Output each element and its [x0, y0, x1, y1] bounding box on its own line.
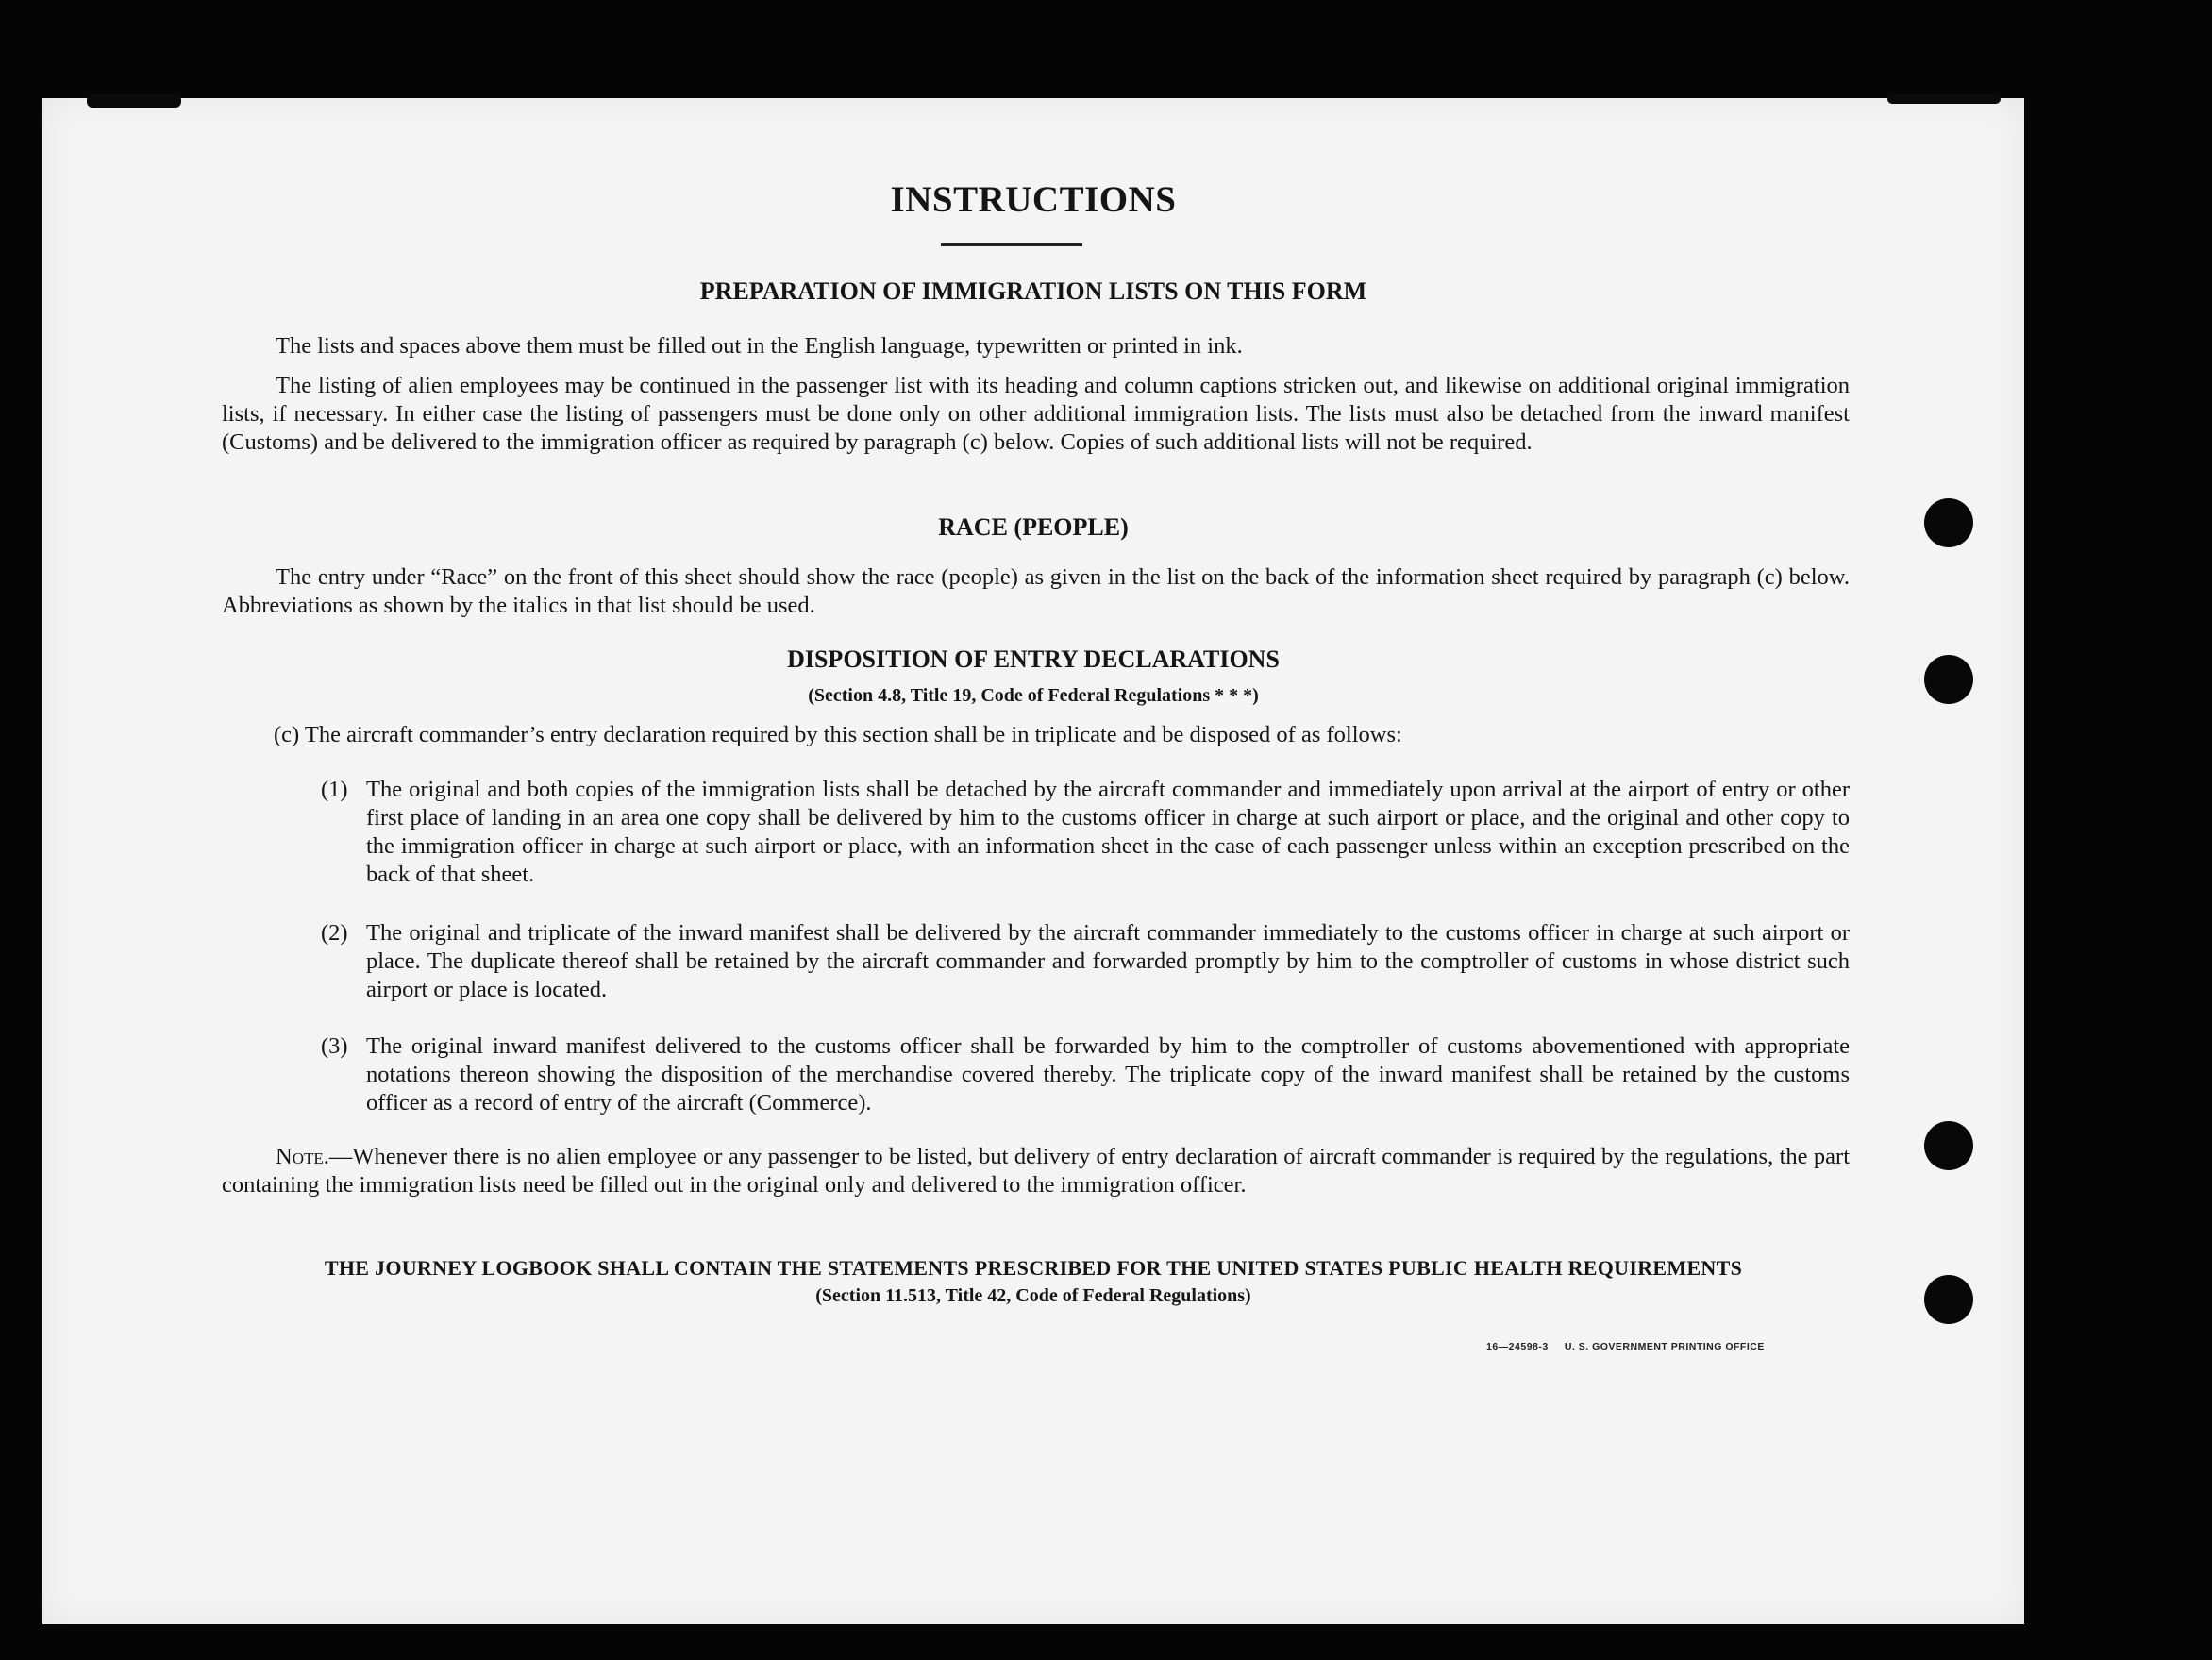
disposition-item: [321, 1032, 1850, 1117]
note-lead: Note.: [276, 1144, 329, 1169]
punch-hole: [1924, 655, 1973, 704]
item-text: The original and triplicate of the inward manifest shall be delivered by the aircraft commander immediately to the customs officer in charge at such airport or place. The duplicate thereof shall be retained by the aircraft commander and forwarded promptly by him to the comptroller of customs in whose district such airport or place is located.: [366, 920, 1850, 1002]
item-text: The original inward manifest delivered to the customs officer shall be forwarded by him to the comptroller of customs abovementioned with appropriate notations thereon showing the disposition of the merchandise covered thereby. The triplicate copy of the inward manifest shall be retained by the customs officer as a record of entry of the aircraft (Commerce).: [366, 1033, 1850, 1115]
punch-hole: [1924, 498, 1973, 547]
item-text: The original and both copies of the immigration lists shall be detached by the aircraft commander and immediately upon arrival at the airport of entry or other first place of landing in an area one copy shall be delivered by him to the customs officer in charge at such airport or place, and the original and other copy to the immigration officer in charge at such airport or place, with an information sheet in the case of each passenger unless within an exception prescribed on the back of that sheet.: [366, 777, 1850, 887]
disposition-intro: (c) The aircraft commander’s entry declaration required by this section shall be in triplicate and be disposed of as follows:: [274, 722, 1402, 747]
printer-name: U. S. GOVERNMENT PRINTING OFFICE: [1564, 1341, 1765, 1352]
item-number: (2): [321, 920, 348, 946]
preparation-paragraph-1: The lists and spaces above them must be filled out in the English language, typewritten or printed in ink.: [276, 333, 1243, 359]
page-title: INSTRUCTIONS: [890, 179, 1177, 220]
disposition-item: [321, 776, 1850, 889]
race-paragraph: The entry under “Race” on the front of this sheet should show the race (people) as given in the list on the back of the information sheet required by paragraph (c) below. Abbreviations as shown by the italics in that list should be used.: [222, 564, 1850, 618]
item-number: (1): [321, 777, 348, 802]
disposition-item: [321, 919, 1850, 1004]
punch-hole: [1924, 1275, 1973, 1324]
race-heading: RACE (PEOPLE): [938, 513, 1129, 541]
print-code: 16—24598-3: [1486, 1341, 1549, 1352]
preparation-paragraph-2: The listing of alien employees may be continued in the passenger list with its heading and column captions stricken out, and likewise on additional original immigration lists, if necessary. In either case the listing of passengers must be done only on other additional immigration lists. The lists must also be detached from the inward manifest (Customs) and be delivered to the immigration officer as required by paragraph (c) below. Copies of such additional lists will not be required.: [222, 373, 1850, 455]
item-number: (3): [321, 1033, 348, 1059]
title-underline: [941, 243, 1082, 246]
punch-hole: [1924, 1121, 1973, 1170]
torn-edge-mark: [1887, 94, 2001, 104]
document-page: [42, 98, 2024, 1624]
torn-edge-mark: [87, 94, 181, 108]
journey-heading: THE JOURNEY LOGBOOK SHALL CONTAIN THE STATEMENTS PRESCRIBED FOR THE UNITED STATES PUBLIC HEALTH REQUIREMENTS: [324, 1256, 1743, 1280]
note-paragraph: [222, 1143, 1850, 1199]
note-text: —Whenever there is no alien employee or any passenger to be listed, but delivery of entry declaration of aircraft commander is required by the regulations, the part containing the immigration lists need be filled out in the original only and delivered to the immigration officer.: [222, 1144, 1850, 1198]
journey-subheading: (Section 11.513, Title 42, Code of Federal Regulations): [815, 1285, 1251, 1306]
disposition-heading: DISPOSITION OF ENTRY DECLARATIONS: [787, 646, 1280, 673]
preparation-heading: PREPARATION OF IMMIGRATION LISTS ON THIS FORM: [699, 277, 1367, 305]
disposition-subheading: (Section 4.8, Title 19, Code of Federal Regulations * * *): [808, 685, 1259, 706]
printing-office-imprint: [1486, 1341, 1765, 1352]
